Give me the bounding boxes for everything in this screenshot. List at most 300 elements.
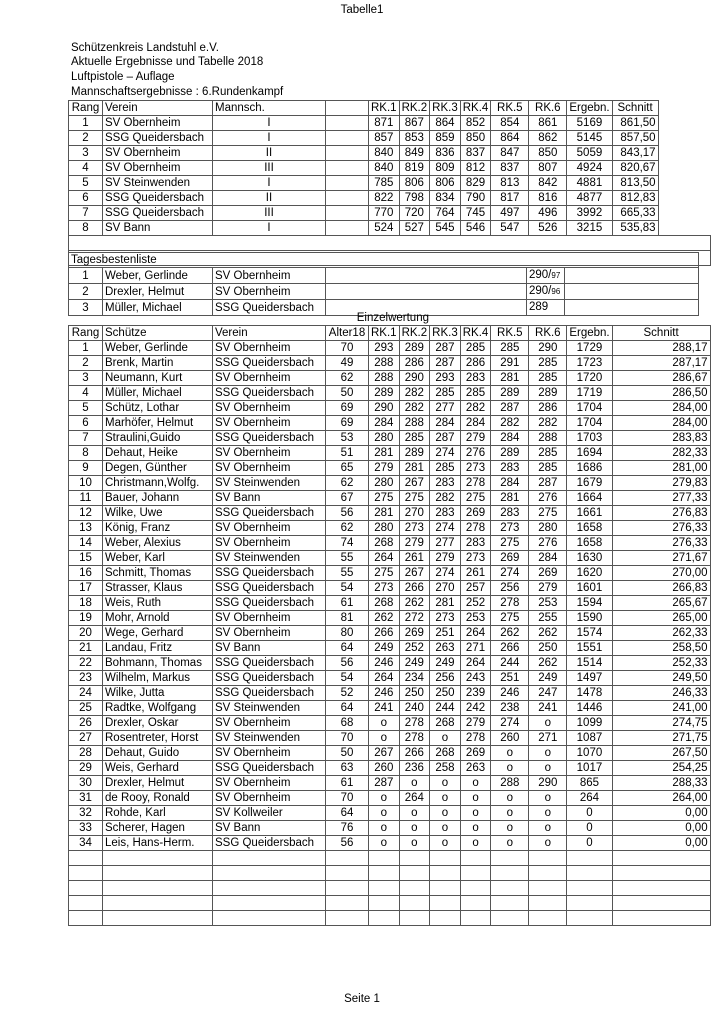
- empty-cell: [369, 896, 400, 911]
- score-cell: 822: [369, 191, 400, 206]
- team-row: [69, 176, 711, 191]
- individual-row: [69, 701, 711, 716]
- verein-cell: SV Steinwenden: [213, 731, 326, 746]
- score-cell: 271: [529, 731, 567, 746]
- score-cell: 281: [369, 506, 400, 521]
- empty-cell: [491, 851, 529, 866]
- score-cell: 274: [430, 566, 461, 581]
- score-cell: o: [460, 791, 491, 806]
- score-cell: 288: [491, 776, 529, 791]
- score-cell: 256: [491, 581, 529, 596]
- score-cell: o: [399, 836, 430, 851]
- score-cell: 265,67: [612, 596, 710, 611]
- score-cell: o: [430, 821, 461, 836]
- empty-cell: [399, 896, 430, 911]
- rang-cell: 8: [69, 446, 103, 461]
- score-cell: 275: [460, 491, 491, 506]
- score-cell: 0,00: [612, 836, 710, 851]
- score-cell: 50: [326, 386, 369, 401]
- individual-row: [69, 686, 711, 701]
- score-cell: 263: [430, 641, 461, 656]
- score-cell: o: [460, 821, 491, 836]
- individual-row: [69, 596, 711, 611]
- individual-row: [69, 566, 711, 581]
- empty-cell: [491, 896, 529, 911]
- score-cell: 285: [491, 341, 529, 356]
- score-cell: 1719: [567, 386, 612, 401]
- rang-cell: 20: [69, 626, 103, 641]
- rang-cell: 8: [69, 221, 103, 236]
- empty-cell: [460, 896, 491, 911]
- score-cell: 64: [326, 641, 369, 656]
- score-cell: 282: [491, 416, 529, 431]
- score-cell: 252: [460, 596, 491, 611]
- verein-cell: SSG Queidersbach: [213, 581, 326, 596]
- score-cell: 276,33: [612, 536, 710, 551]
- team-results-table: [68, 100, 711, 266]
- header-col: RK.6: [529, 101, 567, 116]
- verein-cell: SV Bann: [213, 821, 326, 836]
- score-cell: 241,00: [612, 701, 710, 716]
- score-cell: 282: [399, 386, 430, 401]
- score-cell: 257: [460, 581, 491, 596]
- rang-cell: 33: [69, 821, 103, 836]
- rang-cell: 13: [69, 521, 103, 536]
- score-cell: 526: [529, 221, 567, 236]
- score-cell: 264: [369, 671, 400, 686]
- score-cell: 289: [369, 386, 400, 401]
- score-cell: 272: [399, 611, 430, 626]
- score-cell: o: [529, 746, 567, 761]
- score-cell: o: [529, 821, 567, 836]
- score-cell: 1514: [567, 656, 612, 671]
- score-cell: 1620: [567, 566, 612, 581]
- blank-row: [69, 881, 711, 896]
- rang-cell: 25: [69, 701, 103, 716]
- mannschaft-cell: II: [213, 146, 326, 161]
- rang-cell: 30: [69, 776, 103, 791]
- empty-cell: [326, 851, 369, 866]
- score-cell: 288: [369, 356, 400, 371]
- empty-cell: [326, 146, 369, 161]
- score-cell: 1497: [567, 671, 612, 686]
- score-cell: 275: [369, 566, 400, 581]
- score-cell: 1551: [567, 641, 612, 656]
- empty-cell: [529, 911, 567, 926]
- score-cell: 68: [326, 716, 369, 731]
- score-cell: 281: [369, 446, 400, 461]
- individual-row: [69, 341, 711, 356]
- score-cell: 262: [369, 611, 400, 626]
- score-cell: 54: [326, 581, 369, 596]
- score-cell: 284: [430, 416, 461, 431]
- score-cell: 260: [491, 731, 529, 746]
- score-cell: 61: [326, 776, 369, 791]
- score-cell: 267: [369, 746, 400, 761]
- rang-cell: 7: [69, 206, 103, 221]
- team-row: [69, 116, 711, 131]
- score-cell: 279: [529, 581, 567, 596]
- score-cell: 50: [326, 746, 369, 761]
- score-cell: 53: [326, 431, 369, 446]
- empty-cell: [326, 911, 369, 926]
- score-cell: 850: [460, 131, 491, 146]
- rang-cell: 21: [69, 641, 103, 656]
- blank-row: [69, 911, 711, 926]
- empty-cell: [326, 101, 369, 116]
- score-cell: 241: [369, 701, 400, 716]
- score-cell: 287: [369, 776, 400, 791]
- blank-row: [69, 866, 711, 881]
- verein-cell: SSG Queidersbach: [213, 300, 326, 316]
- daily-row: [69, 284, 699, 300]
- empty-cell: [213, 896, 326, 911]
- empty-cell: [326, 176, 369, 191]
- header-mannschaft: Mannsch.: [213, 101, 326, 116]
- individual-row: [69, 536, 711, 551]
- schuetze-cell: Dehaut, Heike: [103, 446, 213, 461]
- score-cell: 244: [491, 656, 529, 671]
- individual-row: [69, 611, 711, 626]
- score-cell: 785: [369, 176, 400, 191]
- rang-cell: 3: [69, 146, 103, 161]
- empty-cell: [69, 851, 103, 866]
- score-cell: 281: [491, 371, 529, 386]
- score-cell: 266: [399, 581, 430, 596]
- score-cell: 871: [369, 116, 400, 131]
- score-cell: 861: [529, 116, 567, 131]
- score-cell: 284,00: [612, 401, 710, 416]
- empty-cell: [567, 866, 612, 881]
- empty-cell: [326, 191, 369, 206]
- score-cell: 69: [326, 401, 369, 416]
- score-cell: o: [529, 716, 567, 731]
- score-cell: o: [430, 776, 461, 791]
- score-cell: 264: [399, 791, 430, 806]
- score-cell: 276: [460, 446, 491, 461]
- team-row: [69, 161, 711, 176]
- verein-cell: SSG Queidersbach: [213, 356, 326, 371]
- individual-row: [69, 521, 711, 536]
- rang-cell: 2: [69, 284, 103, 300]
- schuetze-cell: de Rooy, Ronald: [103, 791, 213, 806]
- team-row: [69, 221, 711, 236]
- empty-cell: [69, 311, 326, 326]
- score-cell: 289: [491, 446, 529, 461]
- empty-cell: [69, 896, 103, 911]
- score-cell: o: [491, 836, 529, 851]
- header-verein: Verein: [103, 101, 213, 116]
- rang-cell: 24: [69, 686, 103, 701]
- score-cell: 1658: [567, 536, 612, 551]
- rang-cell: 9: [69, 461, 103, 476]
- score-cell: 269: [460, 506, 491, 521]
- individual-row: [69, 431, 711, 446]
- score-cell: 278: [399, 716, 430, 731]
- schuetze-cell: König, Franz: [103, 521, 213, 536]
- score-cell: o: [491, 761, 529, 776]
- empty-cell: [529, 881, 567, 896]
- individual-row: [69, 446, 711, 461]
- verein-cell: SV Obernheim: [213, 536, 326, 551]
- verein-cell: SV Obernheim: [103, 146, 213, 161]
- score-cell: 3992: [567, 206, 612, 221]
- score-cell: 277: [430, 401, 461, 416]
- score-cell: 243: [460, 671, 491, 686]
- score-cell: 819: [399, 161, 430, 176]
- score-cell: 276: [529, 536, 567, 551]
- score-cell: o: [369, 716, 400, 731]
- verein-cell: SV Steinwenden: [103, 176, 213, 191]
- score-cell: 5169: [567, 116, 612, 131]
- header-col: Alter18: [326, 326, 369, 341]
- individual-row: [69, 641, 711, 656]
- score-cell: 247: [529, 686, 567, 701]
- score-cell: 0: [567, 806, 612, 821]
- individual-row: [69, 836, 711, 851]
- empty-cell: [491, 866, 529, 881]
- header-col: RK.4: [460, 326, 491, 341]
- score-cell: o: [369, 821, 400, 836]
- individual-row: [69, 386, 711, 401]
- score-cell: 278: [460, 476, 491, 491]
- score-cell: 290: [529, 341, 567, 356]
- schuetze-cell: Mohr, Arnold: [103, 611, 213, 626]
- score-cell: 286: [399, 356, 430, 371]
- empty-cell: [567, 896, 612, 911]
- mannschaft-cell: I: [213, 116, 326, 131]
- score-cell: 285: [529, 356, 567, 371]
- score-cell: o: [529, 761, 567, 776]
- score-cell: 285: [460, 386, 491, 401]
- empty-cell: [69, 881, 103, 896]
- rang-cell: 3: [69, 371, 103, 386]
- score-main: 290/: [529, 285, 552, 297]
- score-cell: 239: [460, 686, 491, 701]
- score-cell: 524: [369, 221, 400, 236]
- verein-cell: SSG Queidersbach: [103, 206, 213, 221]
- score-cell: 282: [430, 491, 461, 506]
- individual-row: [69, 791, 711, 806]
- score-cell: 275: [369, 491, 400, 506]
- verein-cell: SV Bann: [213, 641, 326, 656]
- verein-cell: SV Steinwenden: [213, 551, 326, 566]
- empty-cell: [69, 911, 103, 926]
- verein-cell: SV Bann: [213, 491, 326, 506]
- score-cell: 284: [460, 416, 491, 431]
- empty-cell: [326, 116, 369, 131]
- individual-row: [69, 821, 711, 836]
- individual-row: [69, 806, 711, 821]
- score-cell: o: [399, 821, 430, 836]
- score-cell: 840: [369, 146, 400, 161]
- empty-cell: [529, 851, 567, 866]
- verein-cell: SV Obernheim: [213, 611, 326, 626]
- individual-row: [69, 746, 711, 761]
- score-cell: 258,50: [612, 641, 710, 656]
- score-cell: 242: [460, 701, 491, 716]
- score-cell: 266: [399, 746, 430, 761]
- score-cell: 252: [399, 641, 430, 656]
- score-cell: 837: [460, 146, 491, 161]
- schuetze-cell: Weber, Karl: [103, 551, 213, 566]
- verein-cell: SSG Queidersbach: [213, 836, 326, 851]
- individual-row: [69, 401, 711, 416]
- score-cell: 287: [529, 476, 567, 491]
- score-cell: 271: [460, 641, 491, 656]
- score-cell: 1658: [567, 521, 612, 536]
- rang-cell: 17: [69, 581, 103, 596]
- mannschaft-cell: I: [213, 221, 326, 236]
- empty-cell: [399, 881, 430, 896]
- score-cell: o: [369, 836, 400, 851]
- score-cell: 280: [369, 521, 400, 536]
- header-col: Ergebn.: [567, 326, 612, 341]
- rang-cell: 18: [69, 596, 103, 611]
- score-cell: 288: [369, 371, 400, 386]
- empty-cell: [430, 911, 461, 926]
- score-cell: 276: [529, 491, 567, 506]
- score-cell: 286: [529, 401, 567, 416]
- score-cell: o: [491, 791, 529, 806]
- score-cell: 527: [399, 221, 430, 236]
- score-cell: 806: [399, 176, 430, 191]
- verein-cell: SV Obernheim: [213, 776, 326, 791]
- score-cell: 269: [399, 626, 430, 641]
- score-cell: 273: [460, 461, 491, 476]
- individual-row: [69, 461, 711, 476]
- score-cell: 278: [399, 731, 430, 746]
- score-cell: 262: [529, 656, 567, 671]
- score-cell: 279: [369, 461, 400, 476]
- schuetze-cell: Rohde, Karl: [103, 806, 213, 821]
- score-cell: 1070: [567, 746, 612, 761]
- score-cell: 853: [399, 131, 430, 146]
- rang-cell: 6: [69, 416, 103, 431]
- empty-cell: [103, 851, 213, 866]
- score-cell: 54: [326, 671, 369, 686]
- team-row: [69, 146, 711, 161]
- score-cell: 277: [430, 536, 461, 551]
- score-cell: 264: [460, 656, 491, 671]
- score-cell: 816: [529, 191, 567, 206]
- score-cell: 277,33: [612, 491, 710, 506]
- header-col: RK.3: [430, 101, 461, 116]
- schuetze-cell: Bohmann, Thomas: [103, 656, 213, 671]
- score-cell: 1594: [567, 596, 612, 611]
- schuetze-cell: Degen, Günther: [103, 461, 213, 476]
- score-cell: 276,33: [612, 521, 710, 536]
- club-name: Schützenkreis Landstuhl e.V.: [71, 42, 219, 54]
- empty-cell: [612, 866, 710, 881]
- mannschaft-cell: II: [213, 191, 326, 206]
- score-cell: 864: [491, 131, 529, 146]
- verein-cell: SSG Queidersbach: [103, 191, 213, 206]
- score-cell: 278: [460, 731, 491, 746]
- score-cell: 812: [460, 161, 491, 176]
- daily-title-row: [69, 253, 699, 268]
- header-col: RK.1: [369, 326, 400, 341]
- empty-cell: [565, 268, 699, 284]
- score-cell: o: [491, 806, 529, 821]
- rang-cell: 15: [69, 551, 103, 566]
- score-cell: o: [369, 731, 400, 746]
- empty-cell: [430, 851, 461, 866]
- score-cell: 264: [460, 626, 491, 641]
- score-cell: 4924: [567, 161, 612, 176]
- score-cell: 249: [430, 656, 461, 671]
- score-cell: 268: [430, 716, 461, 731]
- empty-cell: [567, 881, 612, 896]
- empty-cell: [369, 911, 400, 926]
- blank-row: [69, 896, 711, 911]
- schuetze-cell: Wege, Gerhard: [103, 626, 213, 641]
- schuetze-cell: Weis, Gerhard: [103, 761, 213, 776]
- schuetze-cell: Bauer, Johann: [103, 491, 213, 506]
- score-cell: 790: [460, 191, 491, 206]
- empty-cell: [103, 896, 213, 911]
- score-cell: [527, 284, 565, 300]
- score-cell: 817: [491, 191, 529, 206]
- verein-cell: SSG Queidersbach: [213, 596, 326, 611]
- schuetze-cell: Rosentreter, Horst: [103, 731, 213, 746]
- score-cell: 253: [460, 611, 491, 626]
- empty-cell: [612, 896, 710, 911]
- score-cell: o: [460, 776, 491, 791]
- schuetze-cell: Wilke, Jutta: [103, 686, 213, 701]
- score-cell: 70: [326, 791, 369, 806]
- score-cell: 236: [399, 761, 430, 776]
- schuetze-cell: Schmitt, Thomas: [103, 566, 213, 581]
- individual-row: [69, 761, 711, 776]
- score-cell: o: [430, 806, 461, 821]
- schuetze-cell: Radtke, Wolfgang: [103, 701, 213, 716]
- header-col: RK.5: [491, 101, 529, 116]
- score-cell: 288,33: [612, 776, 710, 791]
- score-cell: 0: [567, 821, 612, 836]
- rang-cell: 34: [69, 836, 103, 851]
- score-tiebreak: 97: [551, 271, 561, 280]
- score-cell: 251: [491, 671, 529, 686]
- score-cell: 0,00: [612, 806, 710, 821]
- score-cell: 1723: [567, 356, 612, 371]
- rang-cell: 11: [69, 491, 103, 506]
- verein-cell: SV Obernheim: [213, 716, 326, 731]
- empty-cell: [213, 881, 326, 896]
- rang-cell: 28: [69, 746, 103, 761]
- individual-header-row: [69, 326, 711, 341]
- score-cell: o: [369, 806, 400, 821]
- score-cell: 249: [369, 641, 400, 656]
- score-cell: 283: [460, 536, 491, 551]
- empty-cell: [460, 866, 491, 881]
- score-cell: 270: [430, 581, 461, 596]
- results-title: Aktuelle Ergebnisse und Tabelle 2018: [71, 56, 264, 68]
- rang-cell: 31: [69, 791, 103, 806]
- score-cell: 281,00: [612, 461, 710, 476]
- empty-cell: [369, 851, 400, 866]
- score-cell: 288,17: [612, 341, 710, 356]
- individual-row: [69, 776, 711, 791]
- schuetze-cell: Müller, Michael: [103, 386, 213, 401]
- empty-cell: [69, 236, 711, 251]
- score-cell: 81: [326, 611, 369, 626]
- score-cell: 829: [460, 176, 491, 191]
- verein-cell: SV Obernheim: [213, 416, 326, 431]
- empty-cell: [399, 911, 430, 926]
- score-cell: 286,50: [612, 386, 710, 401]
- score-cell: 279: [430, 551, 461, 566]
